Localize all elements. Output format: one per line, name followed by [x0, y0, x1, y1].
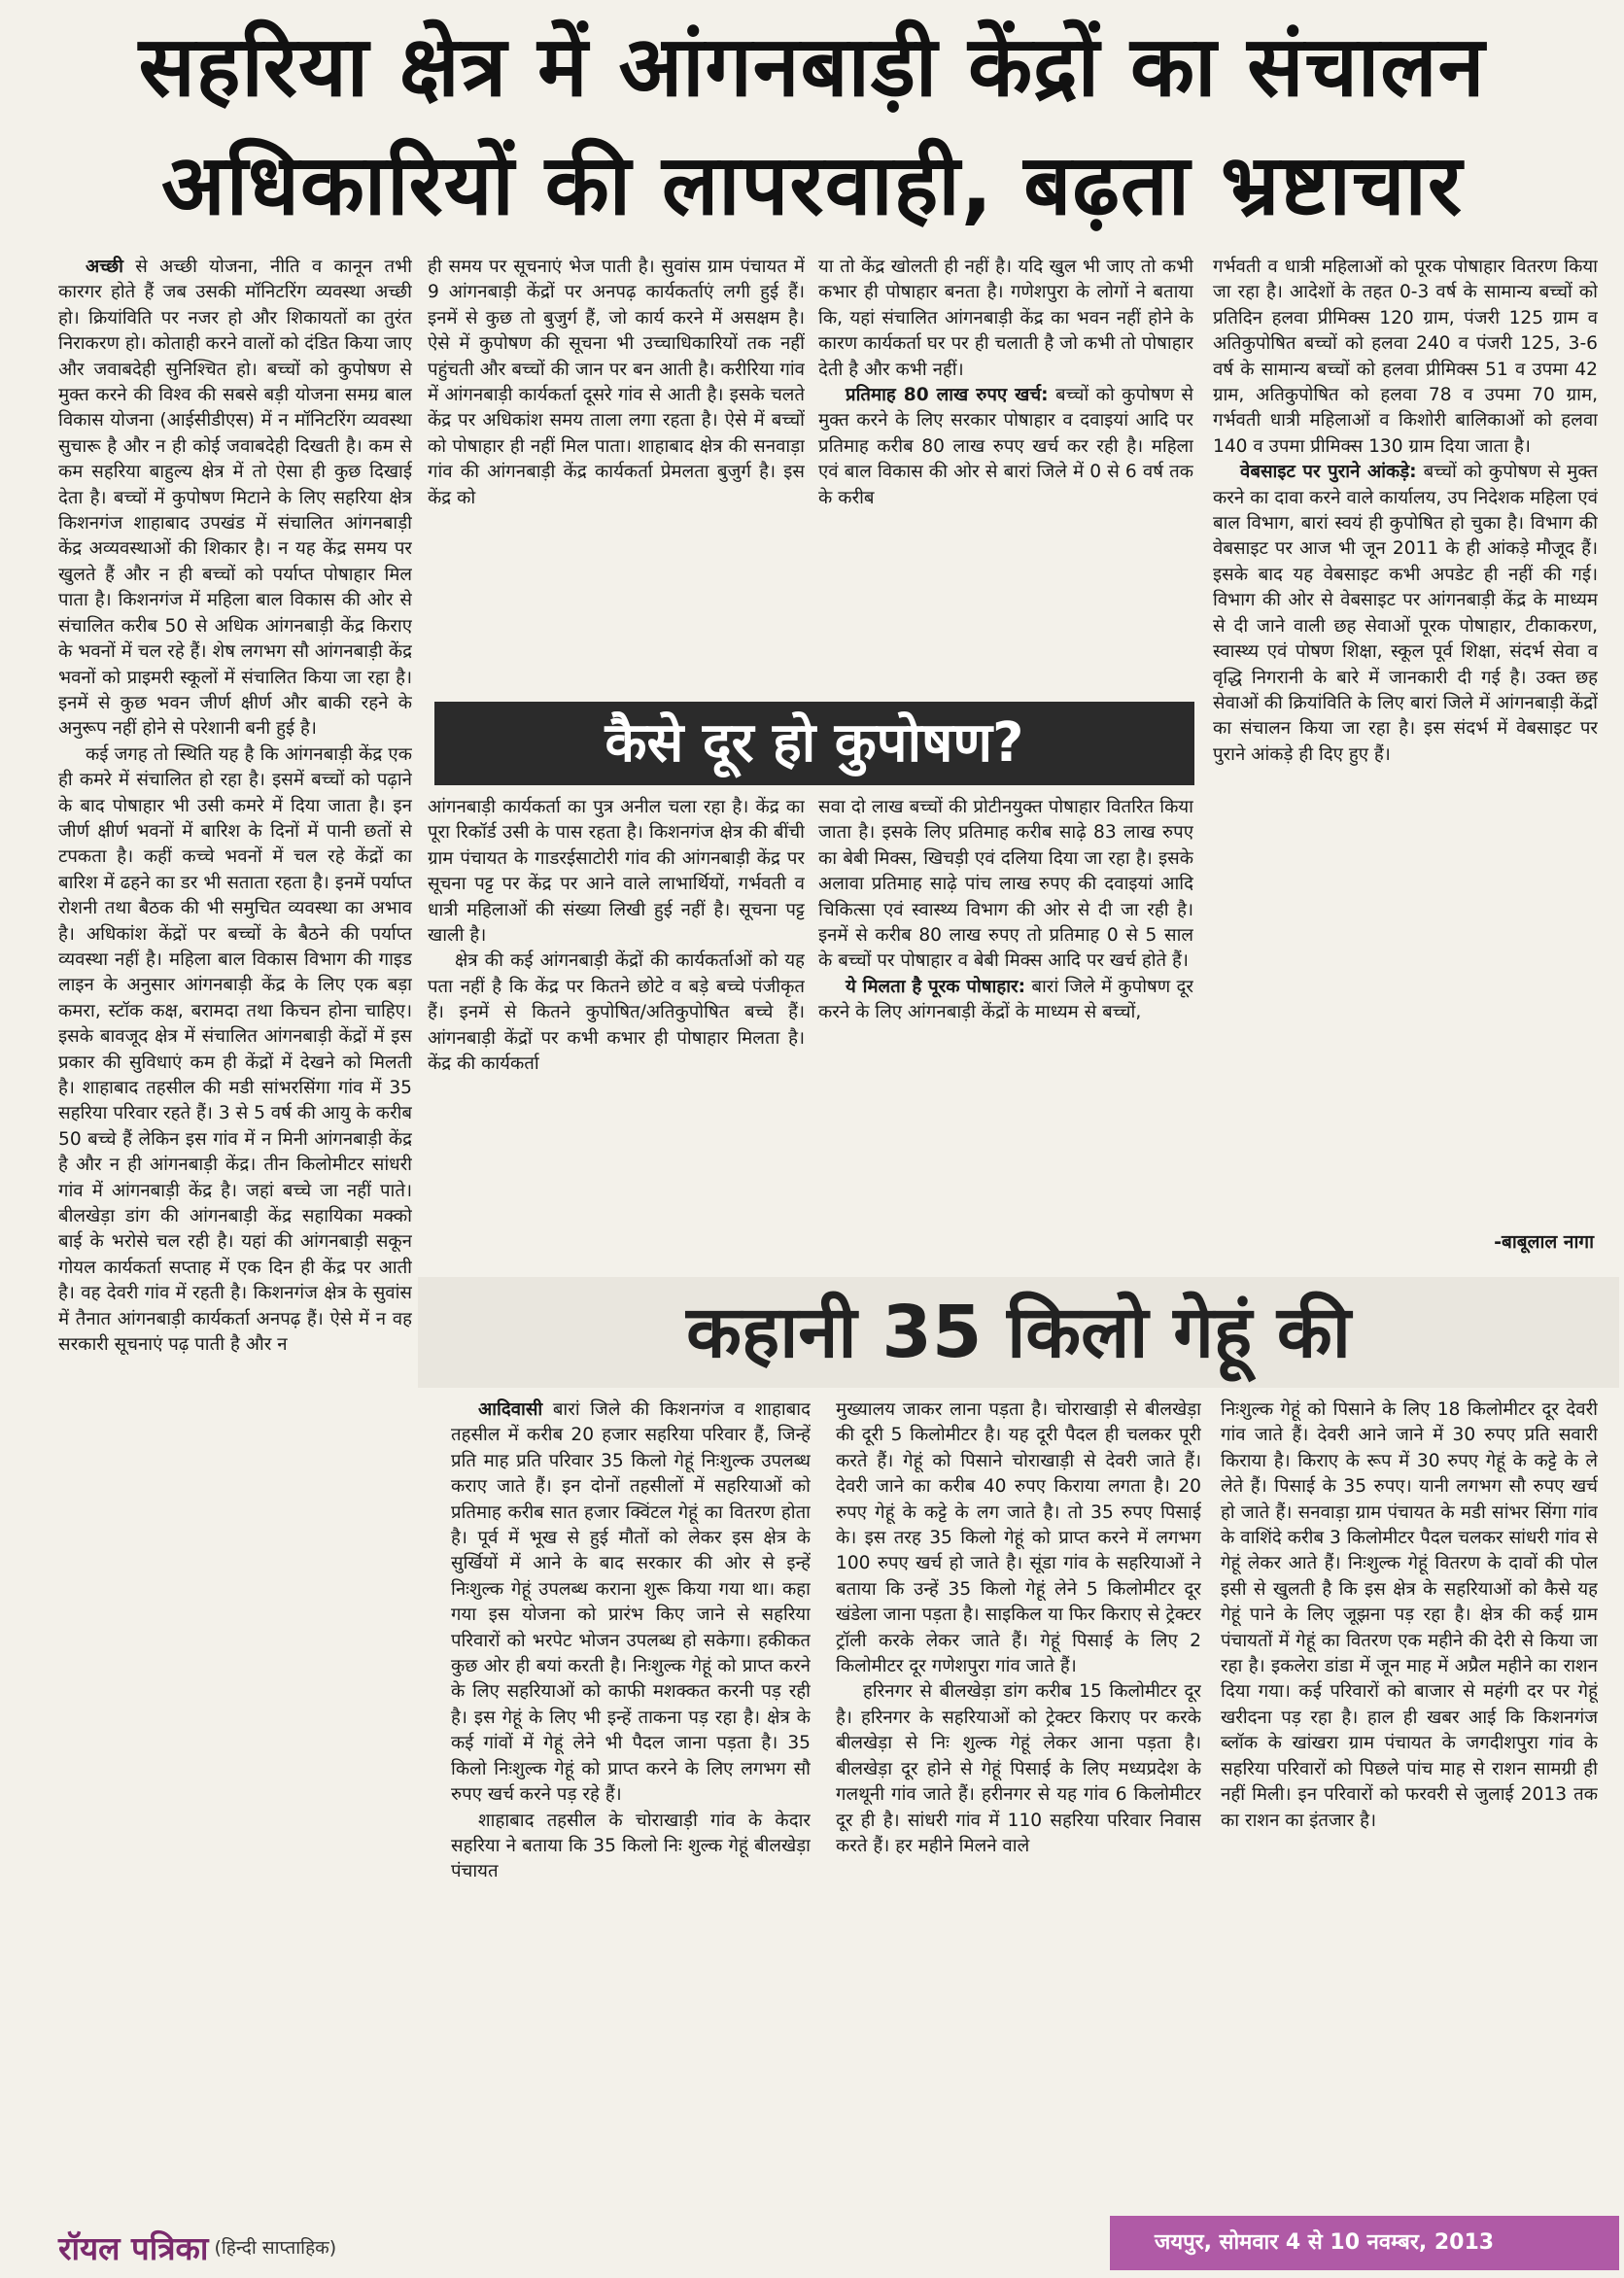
footer-masthead	[58, 2223, 336, 2271]
lead-word: अच्छी	[86, 257, 123, 277]
story-column-2	[451, 1398, 811, 2200]
article-column-2-bottom	[428, 795, 805, 1267]
story-col2-para-1: बारां जिले की किशनगंज व शाहाबाद तहसील में करीब 20 हजार सहरिया परिवार हैं, जिन्हें प्रति माह प्रति परिवार 35 किलो गेहूं निःशुल्क उपलब्ध कराए जाते हैं। इन दोनों तहसीलों में सहरियाओं को प्रतिमाह करीब सात हजार क्विंटल गेहूं का वितरण होता है। पूर्व में भूख से हुई मौतों को लेकर इस क्षेत्र के सुर्खियों में आने के बाद सरकार की ओर से इन्हें निःशुल्क गेहूं उपलब्ध कराना शुरू किया गया था। कहा गया इस योजना को प्रारंभ किए जाने से सहरिया परिवारों को भरपेट भोजन उपलब्ध हो सकेगा। हकीकत कुछ ओर ही बयां करती है। निःशुल्क गेहूं को प्राप्त करने के लिए सहरियाओं को काफी मशक्कत करनी पड़ रही है। इस गेहूं के लिए भी इन्हें ताकना पड़ रहा है। क्षेत्र के कई गांवों में गेहूं लेने भी पैदल जाना पड़ता है। 35 किलो निःशुल्क गेहूं को प्राप्त करने के लिए लगभग सौ रुपए खर्च करने पड़ रहे हैं।	[451, 1399, 811, 1806]
article-col1-para-2: कई जगह तो स्थिति यह है कि आंगनबाड़ी केंद्र एक ही कमरे में संचालित हो रहा है। इसमें बच्चों को पढ़ाने के बाद पोषाहार भी उसी कमरे में दिया जाता है। इन जीर्ण क्षीर्ण भवनों में बारिश के दिनों में पानी छतों से टपकता है। कहीं कच्चे भवनों में चल रहे केंद्रों का बारिश में ढहने का डर भी सताता रहता है। इनमें पर्याप्त रोशनी तथा बैठक की भी समुचित व्यवस्था का अभाव है। अधिकांश केंद्रों पर बच्चों के बैठने की पर्याप्त व्यवस्था नहीं है। महिला बाल विकास विभाग की गाइड लाइन के अनुसार आंगनबाड़ी केंद्र के लिए एक बड़ा कमरा, स्टॉक कक्ष, बरामदा तथा किचन होना चाहिए। इसके बावजूद क्षेत्र में संचालित आंगनबाड़ी केंद्रों में इस प्रकार की सुविधाएं कम ही केंद्रों में देखने को मिलती है। शाहाबाद तहसील की मडी सांभरसिंगा गांव में 35 सहरिया परिवार रहते हैं। 3 से 5 वर्ष की आयु के करीब 50 बच्चे हैं लेकिन इस गांव में न मिनी आंगनबाड़ी केंद्र है और न ही आंगनबाड़ी केंद्र। तीन किलोमीटर सांधरी गांव में आंगनबाड़ी केंद्र है। जहां बच्चे जा नहीं पाते। बीलखेड़ा डांग की आंगनबाड़ी केंद्र सहायिका मक्को बाई के भरोसे चल रही है। यहां की आंगनबाड़ी सकून गोयल कार्यकर्ता सप्ताह में एक दिन ही केंद्र पर आती है। वह देवरी गांव में रहती है। किशनगंज क्षेत्र के सुवांस में तैनात आंगनबाड़ी कार्यकर्ता अनपढ़ हैं। ऐसे में न वह सरकारी सूचनाएं पढ़ पाती है और न	[58, 743, 412, 1356]
article-col1-para-1: से अच्छी योजना, नीति व कानून तभी कारगर होते हैं जब उसकी मॉनिटरिंग व्यवस्था अच्छी हो। क्रियांविति पर नजर हो और शिकायतों का तुरंत निराकरण हो। कोताही करने वालों को दंडित किया जाए और जवाबदेही सुनिश्चित हो। बच्चों को कुपोषण से मुक्त करने की विश्व की सबसे बड़ी योजना समग्र बाल विकास योजना (आईसीडीएस) में न मॉनिटरिंग व्यवस्था सुचारू है और न ही कोई जवाबदेही दिखती है। कम से कम सहरिया बाहुल्य क्षेत्र में तो ऐसा ही कुछ दिखाई देता है। बच्चों में कुपोषण मिटाने के लिए सहरिया क्षेत्र किशनगंज शाहाबाद उपखंड में संचालित आंगनबाड़ी केंद्र अव्यवस्थाओं की शिकार है। न यह केंद्र समय पर खुलते हैं और न ही बच्चों को पर्याप्त पोषाहार मिल पाता है। किशनगंज में महिला बाल विकास की ओर से संचालित करीब 50 से अधिक आंगनबाड़ी केंद्र किराए के भवनों में चल रहे हैं। शेष लगभग सौ आंगनबाड़ी केंद्र भवनों को प्राइमरी स्कूलों में संचालित किया जा रहा है। इनमें से कुछ भवन जीर्ण क्षीर्ण और बाकी रहने के अनुरूप नहीं होने से परेशानी बनी हुई है।	[58, 257, 412, 740]
headline-line-1: सहरिया क्षेत्र में आंगनबाड़ी केंद्रों का संचालन	[138, 18, 1486, 116]
story-col4-para-1: निःशुल्क गेहूं को पिसाने के लिए 18 किलोमीटर दूर देवरी गांव जाते हैं। देवरी आने जाने में 30 रुपए प्रति सवारी किराया है। किराए के रूप में 30 रुपए गेहूं के कट्टे के ले लेते हैं। पिसाई के 35 रुपए। यानी लगभग सौ रुपए खर्च हो जाते हैं। सनवाड़ा ग्राम पंचायत के मडी सांभर सिंगा गांव के वाशिंदे करीब 3 किलोमीटर पैदल चलकर सांधरी गांव से गेहूं लेकर आते हैं। निःशुल्क गेहूं वितरण के दावों की पोल इसी से खुलती है कि इस क्षेत्र के सहरियाओं को कैसे यह गेहूं पाने के लिए जूझना पड़ रहा है। क्षेत्र की कई ग्राम पंचायतों में गेहूं का वितरण एक महीने की देरी से किया जा रहा है। इकलेरा डांडा में जून माह में अप्रैल महीने का राशन दिया गया। कई परिवारों को बाजार से महंगी दर पर गेहूं खरीदना पड़ रहा है। हाल ही खबर आई कि किशनगंज ब्लॉक के खांखरा ग्राम पंचायत के जगदीशपुरा गांव के सहरिया परिवारों को पिछले पांच माह से राशन सामग्री ही नहीं मिली। इन परिवारों को फरवरी से जुलाई 2013 तक का राशन का इंतजार है।	[1221, 1399, 1598, 1831]
paper-type: (हिन्दी साप्ताहिक)	[214, 2237, 337, 2259]
article-col4-para-1: गर्भवती व धात्री महिलाओं को पूरक पोषाहार वितरण किया जा रहा है। आदेशों के तहत 0-3 वर्ष के सामान्य बच्चों को प्रतिदिन हलवा प्रीमिक्स 120 ग्राम, पंजरी 125 ग्राम व अतिकुपोषित बच्चों को हलवा 240 व पंजरी 125, 3-6 वर्ष के सामान्य बच्चों को हलवा प्रीमिक्स 51 व उपमा 42 ग्राम, अतिकुपोषित को हलवा 78 व उपमा 70 ग्राम, गर्भवती धात्री महिलाओं व किशोरी बालिकाओं को हलवा 140 व उपमा प्रीमिक्स 130 ग्राम दिया जाता है।	[1213, 257, 1598, 457]
article-column-4	[1213, 255, 1598, 1225]
subheading-supplement: ये मिलता है पूरक पोषाहार:	[846, 976, 1026, 997]
story-column-4	[1221, 1398, 1598, 2200]
subheading-monthly-expense: प्रतिमाह 80 लाख रुपए खर्च:	[846, 385, 1049, 406]
article-col4-para-2: बच्चों को कुपोषण से मुक्त करने का दावा करने वाले कार्यालय, उप निदेशक महिला एवं बाल विभाग, बारां स्वयं ही कुपोषित हो चुका है। विभाग की वेबसाइट पर आज भी जून 2011 के ही आंकड़े मौजूद हैं। इसके बाद यह वेबसाइट कभी अपडेट ही नहीं की गई। विभाग की ओर से वेबसाइट पर आंगनबाड़ी केंद्र के माध्यम से दी जाने वाली छह सेवाओं पूरक पोषाहार, टीकाकरण, स्वास्थ्य एवं पोषण शिक्षा, स्कूल पूर्व शिक्षा, संदर्भ सेवा व वृद्धि निगरानी के बारे में जानकारी दी गई है। उक्त छह सेवाओं की क्रियांविति के लिए बारां जिले में आंगनबाड़ी केंद्रों का संचालन किया जा रहा है। इस संदर्भ में वेबसाइट पर पुराने आंकड़े ही दिए हुए हैं।	[1213, 462, 1598, 765]
story-col3-para-2: हरिनगर से बीलखेड़ा डांग करीब 15 किलोमीटर दूर है। हरिनगर के सहरियाओं को ट्रेक्टर किराए पर करके बीलखेड़ा से निः शुल्क गेहूं लेकर आना पड़ता है। बीलखेड़ा दूर होने से गेहूं पिसाई के लिए मध्यप्रदेश के गलथूनी गांव जाते हैं। हरीनगर से यह गांव 6 किलोमीटर दूर ही है। सांधरी गांव में 110 सहरिया परिवार निवास करते हैं। हर महीने मिलने वाले	[836, 1681, 1201, 1856]
article-col2-top-para: ही समय पर सूचनाएं भेज पाती है। सुवांस ग्राम पंचायत में 9 आंगनबाड़ी केंद्रों पर अनपढ़ कार्यकर्ताएं लगी हुई हैं। इनमें से कुछ तो बुजुर्ग हैं, जो कार्य करने में असक्षम है। ऐसे में कुपोषण की सूचना भी उच्चाधिकारियों तक नहीं पहुंचती और बच्चों की जान पर बन आती है। करीरिया गांव में आंगनबाड़ी कार्यकर्ता दूसरे गांव से आती है। इसके चलते केंद्र पर अधिकांश समय ताला लगा रहता है। ऐसे में बच्चों को पोषाहार ही नहीं मिल पाता। शाहाबाद क्षेत्र की सनवाड़ा गांव की आंगनबाड़ी केंद्र कार्यकर्ता प्रेमलता बुजुर्ग है। इस केंद्र को	[428, 257, 805, 508]
article-col2-bottom-para-2: क्षेत्र की कई आंगनबाड़ी केंद्रों की कार्यकर्ताओं को यह पता नहीं है कि केंद्र पर कितने छोटे व बड़े बच्चे पंजीकृत हैं। इनमें से कितने कुपोषित/अतिकुपोषित बच्चे हैं। आंगनबाड़ी केंद्रों पर कभी कभार ही पोषाहार मिलता है। केंद्र की कार्यकर्ता	[428, 950, 805, 1075]
story-title: कहानी 35 किलो गेहूं की	[686, 1291, 1351, 1374]
story-col3-para-1: मुख्यालय जाकर लाना पड़ता है। चोराखाड़ी से बीलखेड़ा की दूरी 5 किलोमीटर है। यह दूरी पैदल ही चलकर पूरी करते हैं। गेहूं को पिसाने चोराखाड़ी से देवरी जाते हैं। देवरी जाने का करीब 40 रुपए किराया लगता है। 20 रुपए गेहूं के कट्टे के लग जाते है। तो 35 रुपए पिसाई के। इस तरह 35 किलो गेहूं को प्राप्त करने में लगभग 100 रुपए खर्च हो जाते है। सूंडा गांव के सहरियाओं ने बताया कि उन्हें 35 किलो गेहूं लेने 5 किलोमीटर दूर खंडेला जाना पड़ता है। साइकिल या फिर किराए से ट्रेक्टर ट्रॉली करके लेकर जाते हैं। गेहूं पिसाई के लिए 2 किलोमीटर दूर गणेशपुरा गांव जाते हैं।	[836, 1399, 1201, 1677]
subheading-website-data: वेबसाइट पर पुराने आंकड़े:	[1240, 462, 1417, 483]
article-col3-top-para-1: या तो केंद्र खोलती ही नहीं है। यदि खुल भी जाए तो कभी कभार ही पोषाहार बनता है। गणेशपुरा के लोगों ने बताया कि, यहां संचालित आंगनबाड़ी केंद्र का भवन नहीं होने के कारण कार्यकर्ता घर पर ही चलाती है जो कभी तो पोषाहार देती है और कभी नहीं।	[818, 257, 1193, 380]
story-col2-para-2: शाहाबाद तहसील के चोराखाड़ी गांव के केदार सहरिया ने बताया कि 35 किलो निः शुल्क गेहूं बीलखेड़ा पंचायत	[451, 1810, 811, 1882]
article-column-3-top	[818, 255, 1193, 692]
article-col2-bottom-para-1: आंगनबाड़ी कार्यकर्ता का पुत्र अनील चला रहा है। केंद्र का पूरा रिकॉर्ड उसी के पास रहता है। किशनगंज क्षेत्र की बींची ग्राम पंचायत के गाडरईसाटोरी गांव की आंगनबाड़ी केंद्र पर सूचना पट्ट पर केंद्र पर आने वाले लाभार्थियों, गर्भवती व धात्री महिलाओं की संख्या लिखी हुई नहीं है। सूचना पट्ट खाली है।	[428, 797, 805, 947]
section-box-title: कैसे दूर हो कुपोषण?	[434, 702, 1194, 785]
paper-logo: रॉयल पत्रिका	[58, 2228, 209, 2267]
footer-dateline: जयपुर, सोमवार 4 से 10 नवम्बर, 2013	[1110, 2216, 1619, 2270]
story-lead-word: आदिवासी	[478, 1399, 543, 1420]
article-column-2-top	[428, 255, 805, 692]
article-column-3-bottom	[818, 795, 1193, 1267]
story-column-3	[836, 1398, 1201, 2200]
byline: -बाबूलाल नागा	[1494, 1231, 1594, 1253]
article-column-1	[58, 255, 412, 2198]
headline-line-2: अधिकारियों की लापरवाही, बढ़ता भ्रष्टाचार	[160, 137, 1463, 234]
article-col3-top-para-2: बच्चों को कुपोषण से मुक्त करने के लिए सरकार पोषाहार व दवाइयां आदि पर प्रतिमाह करीब 80 लाख रुपए खर्च कर रही है। महिला एवं बाल विकास की ओर से बारां जिले में 0 से 6 वर्ष तक के करीब	[818, 385, 1193, 508]
article-col3-bottom-para-2: बारां जिले में कुपोषण दूर करने के लिए आंगनबाड़ी केंद्रों के माध्यम से बच्चों,	[818, 976, 1193, 1023]
article-col3-bottom-para-1: सवा दो लाख बच्चों की प्रोटीनयुक्त पोषाहार वितरित किया जाता है। इसके लिए प्रतिमाह करीब साढ़े 83 लाख रुपए का बेबी मिक्स, खिचड़ी एवं दलिया दिया जा रहा है। इसके अलावा प्रतिमाह साढ़े पांच लाख रुपए की दवाइयां आदि चिकित्सा एवं स्वास्थ्य विभाग की ओर से दी जा रही है। इनमें से करीब 80 लाख रुपए तो प्रतिमाह 0 से 5 साल के बच्चों पर पोषाहार व बेबी मिक्स आदि पर खर्च होते हैं।	[818, 797, 1193, 972]
